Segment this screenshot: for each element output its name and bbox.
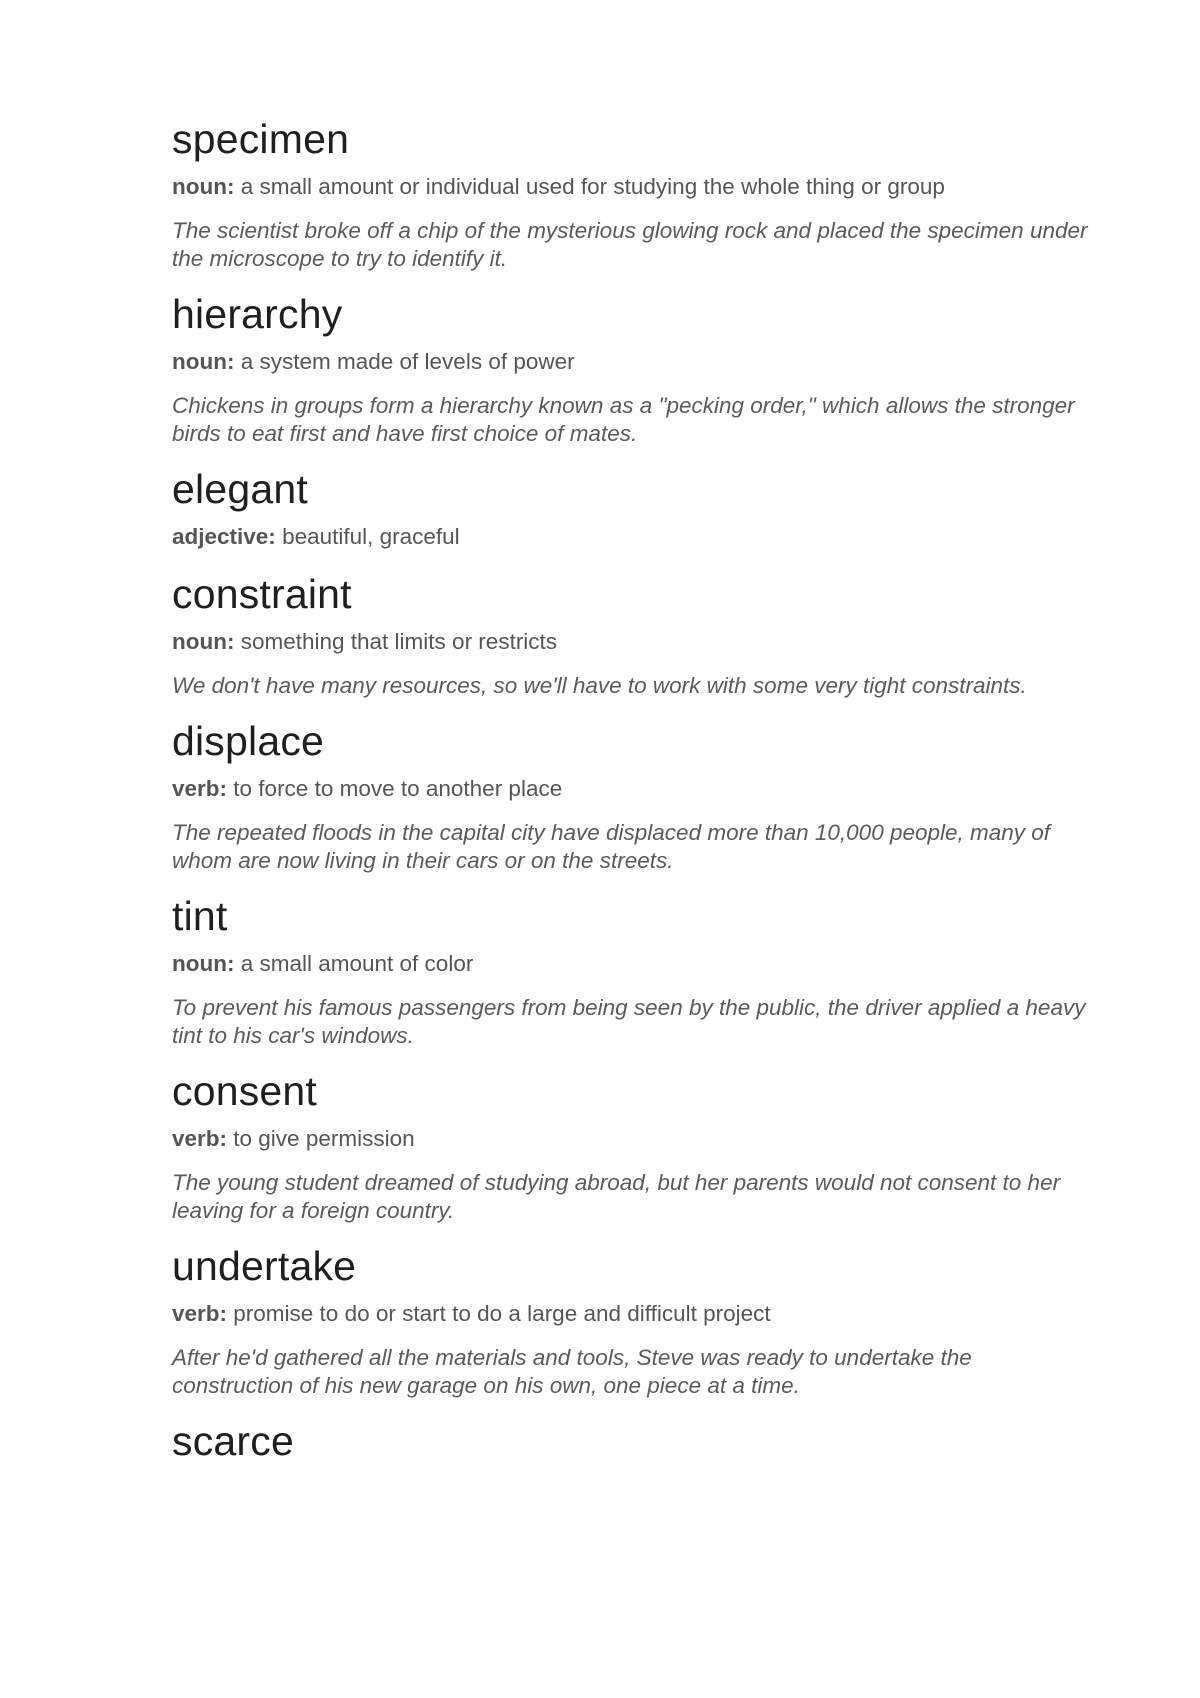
entry-specimen <box>172 112 1092 273</box>
example-sentence: After he'd gathered all the materials and tools, Steve was ready to undertake the construction of his new garage on his own, one piece at a time. <box>172 1345 972 1398</box>
entry-undertake <box>172 1239 1092 1400</box>
part-of-speech: noun: <box>172 951 235 976</box>
part-of-speech: verb: <box>172 776 228 801</box>
entry-definition <box>172 949 1092 979</box>
entry-consent <box>172 1064 1092 1225</box>
entry-word: consent <box>172 1068 318 1114</box>
entry-constraint <box>172 567 1092 700</box>
entry-definition <box>172 1299 1092 1329</box>
part-of-speech: adjective: <box>172 524 276 549</box>
entry-definition <box>172 627 1092 657</box>
entry-definition <box>172 522 1092 552</box>
example-sentence: The scientist broke off a chip of the mysterious glowing rock and placed the specimen under the microscope to try to identify it. <box>172 218 1088 271</box>
entry-word: specimen <box>172 116 350 162</box>
definition-text: beautiful, graceful <box>275 524 460 549</box>
entry-word: hierarchy <box>172 291 343 337</box>
entry-word: displace <box>172 718 325 764</box>
entry-definition <box>172 172 1092 202</box>
entry-tint <box>172 889 1092 1050</box>
example-sentence: Chickens in groups form a hierarchy known as a "pecking order," which allows the stronger birds to eat first and have first choice of mates. <box>172 393 1075 446</box>
entry-definition <box>172 774 1092 804</box>
definition-text: a system made of levels of power <box>234 349 575 374</box>
part-of-speech: noun: <box>172 349 235 374</box>
entry-displace <box>172 714 1092 875</box>
example-sentence: The repeated floods in the capital city have displaced more than 10,000 people, many of whom are now living in their cars or on the streets. <box>172 820 1051 873</box>
definition-text: something that limits or restricts <box>234 629 558 654</box>
definition-text: to force to move to another place <box>227 776 563 801</box>
part-of-speech: noun: <box>172 629 235 654</box>
entry-elegant <box>172 462 1092 552</box>
entry-definition <box>172 347 1092 377</box>
part-of-speech: verb: <box>172 1301 228 1326</box>
entry-hierarchy <box>172 287 1092 448</box>
definition-text: a small amount or individual used for studying the whole thing or group <box>234 174 945 199</box>
definition-text: to give permission <box>227 1126 415 1151</box>
entry-definition <box>172 1124 1092 1154</box>
part-of-speech: noun: <box>172 174 235 199</box>
entry-word: scarce <box>172 1418 294 1464</box>
entry-word: constraint <box>172 571 352 617</box>
vocabulary-page <box>172 112 1092 1474</box>
entry-scarce <box>172 1414 1092 1468</box>
example-sentence: To prevent his famous passengers from being seen by the public, the driver applied a heavy tint to his car's windows. <box>172 995 1086 1048</box>
entry-word: undertake <box>172 1243 357 1289</box>
definition-text: a small amount of color <box>234 951 474 976</box>
example-sentence: We don't have many resources, so we'll have to work with some very tight constraints. <box>172 673 1027 698</box>
definition-text: promise to do or start to do a large and difficult project <box>227 1301 771 1326</box>
entry-word: tint <box>172 893 228 939</box>
entry-word: elegant <box>172 466 308 512</box>
example-sentence: The young student dreamed of studying abroad, but her parents would not consent to her leaving for a foreign country. <box>172 1170 1061 1223</box>
part-of-speech: verb: <box>172 1126 228 1151</box>
